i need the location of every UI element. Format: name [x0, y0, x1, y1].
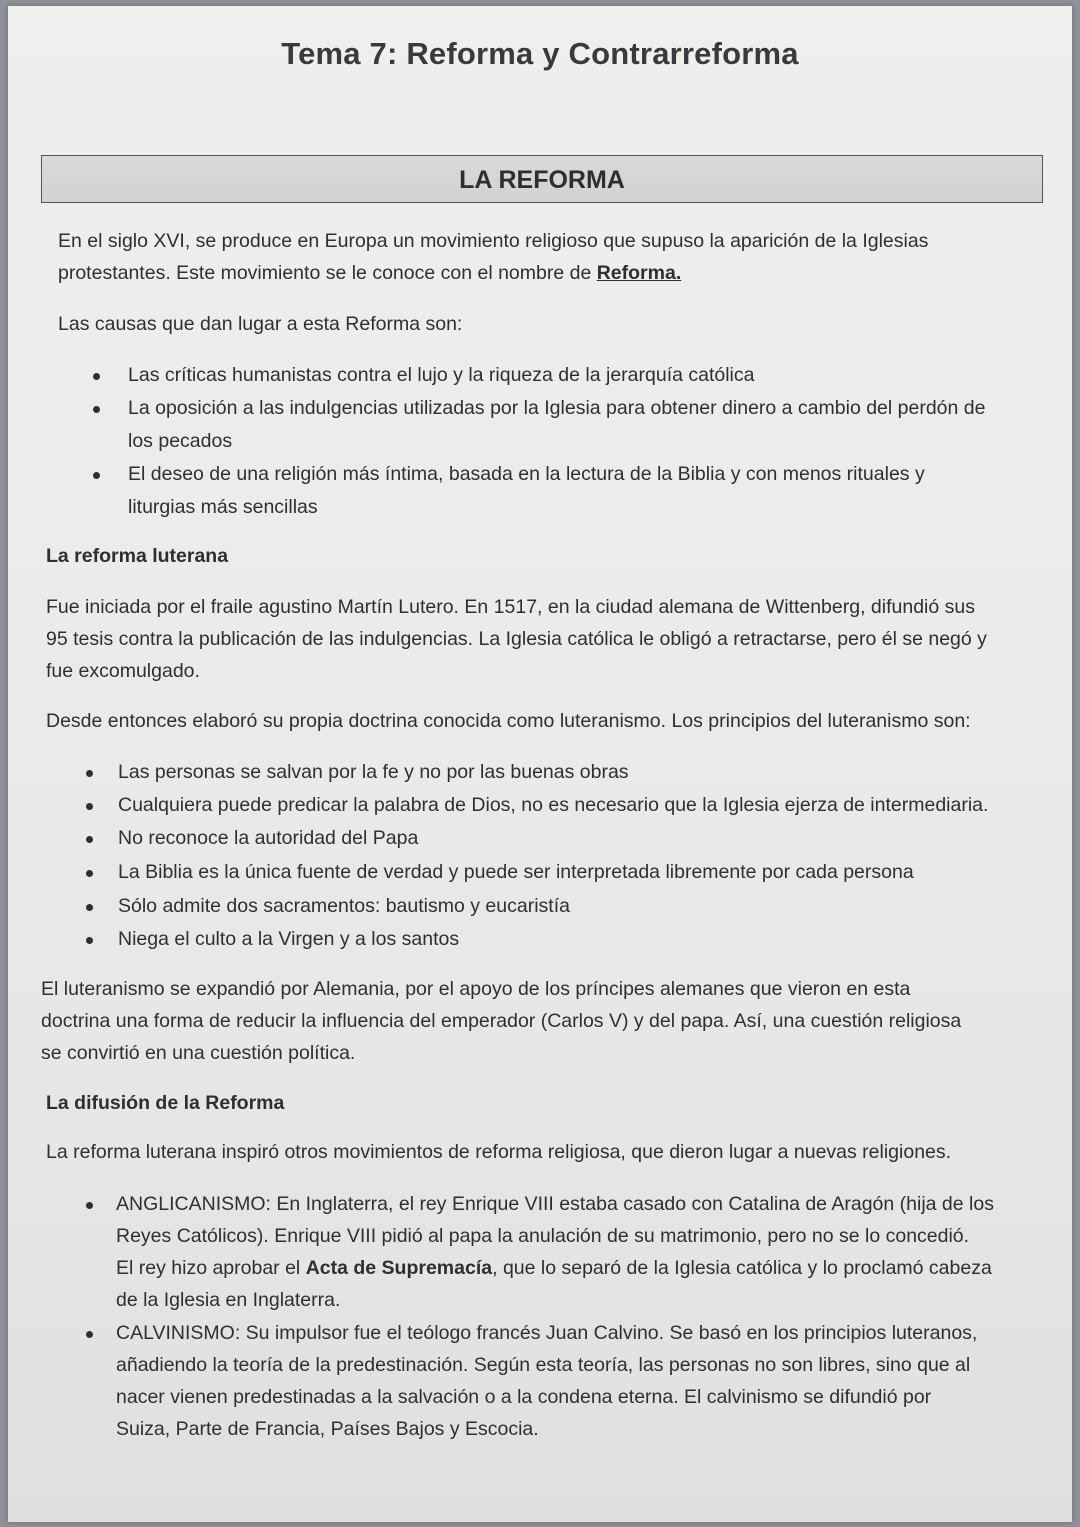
list-item: ANGLICANISMO: En Inglaterra, el rey Enrique VIII estaba casado con Catalina de Aragón (hija de los [116, 1193, 994, 1215]
paragraph-line: Desde entonces elaboró su propia doctrina conocida como luteranismo. Los principios del luteranismo son: [46, 710, 971, 732]
reforma-term: Reforma. [596, 262, 682, 284]
list-item: La Biblia es la única fuente de verdad y puede ser interpretada libremente por cada persona [118, 861, 914, 883]
page-title: Tema 7: Reforma y Contrarreforma [281, 36, 799, 71]
bullet-icon [93, 406, 100, 413]
list-item: El deseo de una religión más íntima, basada en la lectura de la Biblia y con menos rituales y [128, 463, 925, 485]
bullet-icon [86, 770, 93, 777]
list-item: CALVINISMO: Su impulsor fue el teólogo francés Juan Calvino. Se basó en los principios luteranos, [116, 1322, 978, 1344]
document-page [8, 6, 1072, 1522]
bullet-icon [86, 803, 93, 810]
subsection-heading: La difusión de la Reforma [46, 1092, 285, 1114]
paragraph-line: fue excomulgado. [46, 660, 200, 682]
section-header-box [41, 155, 1043, 203]
causes-intro: Las causas que dan lugar a esta Reforma son: [58, 313, 463, 335]
section-heading: LA REFORMA [459, 166, 625, 194]
list-item-continuation: El rey hizo aprobar el Acta de Supremacía, que lo separó de la Iglesia católica y lo proclamó cabeza [116, 1257, 992, 1279]
acta-supremacia-term: Acta de Supremacía [305, 1257, 493, 1279]
list-item-continuation: nacer vienen predestinadas a la salvación o a la condena eterna. El calvinismo se difundió por [116, 1386, 932, 1408]
intro-line: En el siglo XVI, se produce en Europa un movimiento religioso que supuso la aparición de la Iglesias [58, 230, 929, 252]
bullet-icon [93, 373, 100, 380]
list-item: No reconoce la autoridad del Papa [118, 827, 419, 849]
paragraph-line: 95 tesis contra la publicación de las indulgencias. La Iglesia católica le obligó a retractarse, pero él se negó y [46, 628, 987, 650]
bullet-icon [86, 1331, 93, 1338]
list-item-continuation: liturgias más sencillas [128, 496, 318, 518]
paragraph-line: El luteranismo se expandió por Alemania, por el apoyo de los príncipes alemanes que vieron en esta [41, 978, 911, 1000]
list-item: Cualquiera puede predicar la palabra de Dios, no es necesario que la Iglesia ejerza de intermediaria. [118, 794, 989, 816]
list-item-continuation: de la Iglesia en Inglaterra. [116, 1289, 341, 1311]
bullet-icon [86, 836, 93, 843]
bullet-icon [86, 904, 93, 911]
paragraph-line: doctrina una forma de reducir la influencia del emperador (Carlos V) y del papa. Así, una cuestión religiosa [41, 1010, 962, 1032]
intro-line: protestantes. Este movimiento se le conoce con el nombre de Reforma. [58, 262, 682, 284]
list-item: La oposición a las indulgencias utilizadas por la Iglesia para obtener dinero a cambio del perdón de [128, 397, 986, 419]
bullet-icon [86, 937, 93, 944]
bullet-icon [93, 472, 100, 479]
bullet-icon [86, 870, 93, 877]
list-item-continuation: Reyes Católicos). Enrique VIII pidió al papa la anulación de su matrimonio, pero no se lo concedió. [116, 1225, 970, 1247]
paragraph-line: se convirtió en una cuestión política. [41, 1042, 356, 1064]
paragraph-line: La reforma luterana inspiró otros movimientos de reforma religiosa, que dieron lugar a nuevas religiones. [46, 1141, 952, 1163]
list-item: Las personas se salvan por la fe y no por las buenas obras [118, 761, 629, 783]
list-item: Sólo admite dos sacramentos: bautismo y eucaristía [118, 895, 570, 917]
list-item-continuation: añadiendo la teoría de la predestinación. Según esta teoría, las personas no son libres, sino que al [116, 1354, 971, 1376]
list-item-continuation: los pecados [128, 430, 233, 452]
subsection-heading: La reforma luterana [46, 545, 229, 567]
paragraph-line: Fue iniciada por el fraile agustino Martín Lutero. En 1517, en la ciudad alemana de Wittenberg, difundió sus [46, 596, 975, 618]
list-item-continuation: Suiza, Parte de Francia, Países Bajos y Escocia. [116, 1418, 539, 1440]
list-item: Niega el culto a la Virgen y a los santos [118, 928, 460, 950]
bullet-icon [86, 1202, 93, 1209]
list-item: Las críticas humanistas contra el lujo y la riqueza de la jerarquía católica [128, 364, 755, 386]
